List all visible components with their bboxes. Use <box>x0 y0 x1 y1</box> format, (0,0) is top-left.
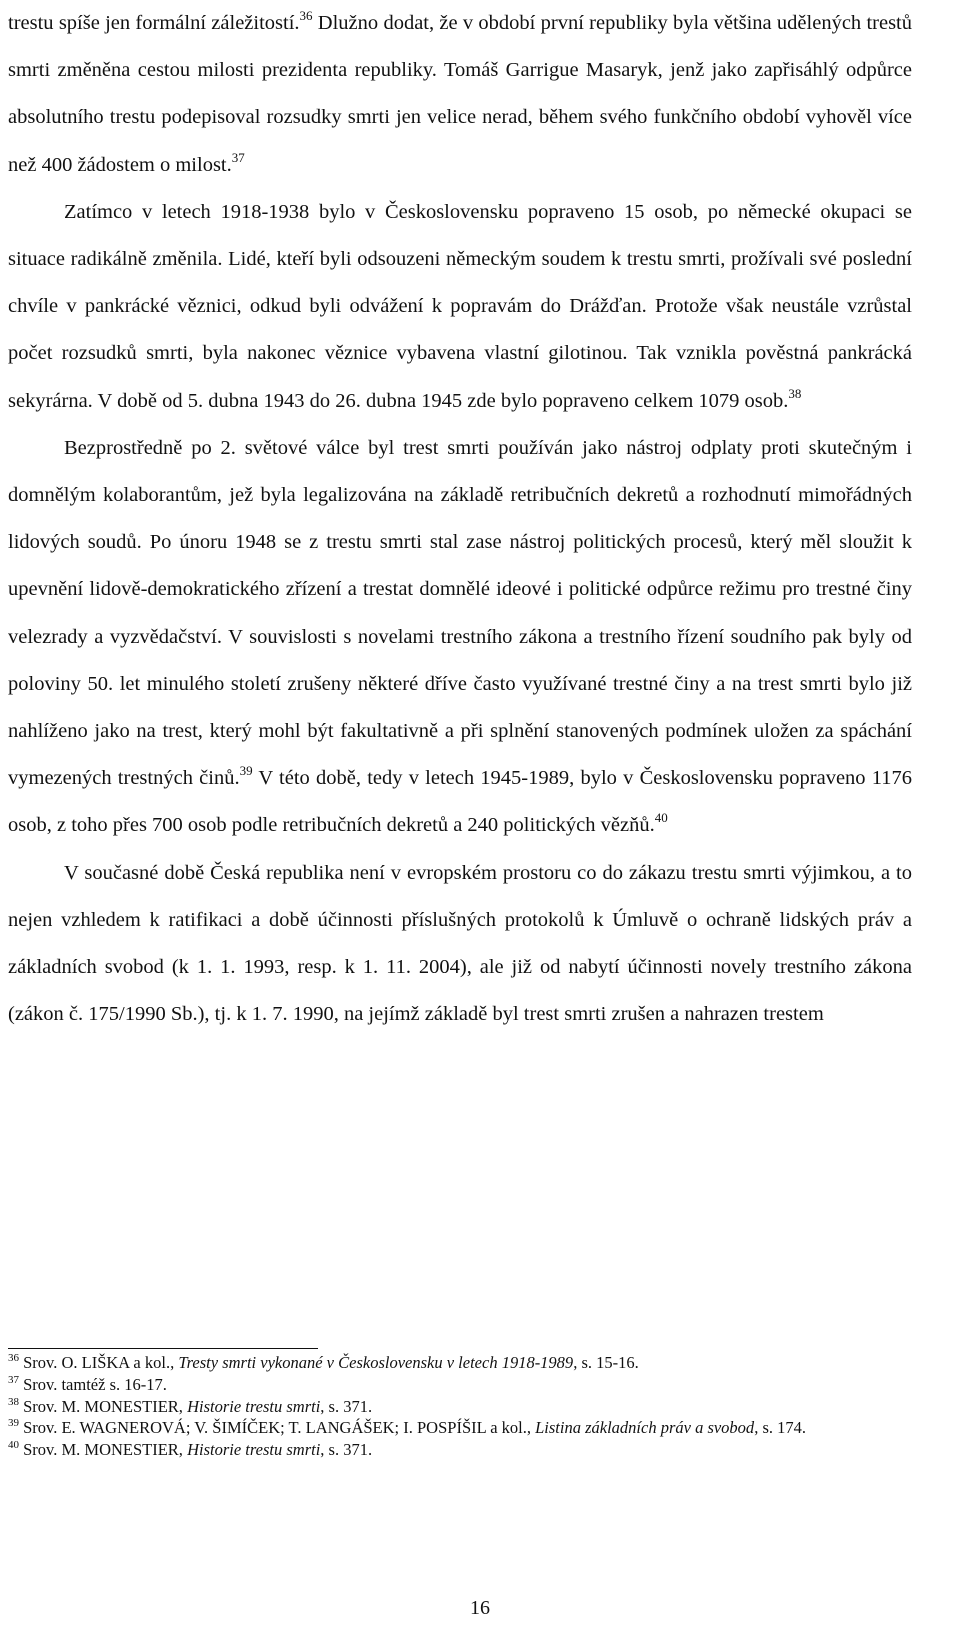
footnotes <box>8 1352 912 1461</box>
paragraph-4 <box>8 850 912 1039</box>
footnote-number: 40 <box>8 1439 19 1452</box>
footnote-title: Historie trestu smrti <box>187 1440 321 1460</box>
footnote-text: Srov. O. LIŠKA a kol., <box>19 1353 179 1372</box>
main-text <box>8 0 912 1038</box>
footnote-separator <box>8 1348 318 1349</box>
paragraph-3 <box>8 425 912 850</box>
footnote-text: Srov. E. WAGNEROVÁ; V. ŠIMÍČEK; T. LANGÁŠEK; I. POSPÍŠIL a kol., <box>19 1418 536 1438</box>
footnote-number: 39 <box>8 1417 19 1430</box>
paragraph-1 <box>8 0 912 189</box>
footnote-number: 38 <box>8 1395 19 1408</box>
text-run: Bezprostředně po 2. světové válce byl trest smrti používán jako nástroj odplaty proti skutečným i domnělým kolaborantům, jež byla legalizována na základě retribučních dekretů a rozhodnutí mimořádných lidových soudů. Po únoru 1948 se z trestu smrti stal zase nástroj politických procesů, který měl sloužit k upevnění lidově-demokratického zřízení a trestat domnělé ideové i politické odpůrce režimu pro trestné činy velezrady a vyzvědačství. V souvislosti s novelami trestního zákona a trestního řízení soudního pak byly od poloviny 50. let minulého století zrušeny některé dříve často využívané trestné činy a na trest smrti bylo již nahlíženo jako na trest, který mohl být fakultativně a při splnění stanovených podmínek uložen za spáchání vymezených trestných činů. <box>8 436 912 790</box>
footnote-ref-36[interactable]: 36 <box>299 8 313 23</box>
footnote-text: , s. 371. <box>320 1440 373 1460</box>
footnote-text: , s. 15-16. <box>573 1353 639 1372</box>
footnote-ref-37[interactable]: 37 <box>231 149 245 165</box>
text-run: Dlužno dodat, že v období první republiky byla většina udělených trestů smrti změněna cestou milosti prezidenta republiky. Tomáš Garrigue Masaryk, jenž jako zapřisáhlý odpůrce absolutního trestu podepisoval rozsudky smrti jen velice nerad, během svého funkčního období vyhověl více než 400 žádostem o milost. <box>8 12 913 176</box>
paragraph-2 <box>8 189 912 425</box>
footnote-number: 36 <box>8 1352 19 1364</box>
footnote-ref-40[interactable]: 40 <box>654 810 668 826</box>
footnote-37 <box>8 1374 912 1396</box>
text-run: trestu spíše jen formální záležitostí. <box>8 12 300 34</box>
text-run: Zatímco v letech 1918-1938 bylo v Československu popraveno 15 osob, po německé okupaci se situace radikálně změnila. Lidé, kteří byli odsouzeni německým soudem k trestu smrti, prožívali své poslední chvíle v pankrácké věznici, odkud byli odvážení k popravám do Drážďan. Protože však neustále vzrůstal počet rozsudků smrti, byla nakonec věznice vybavena vlastní gilotinou. Tak vznikla pověstná pankrácká sekyrárna. V době od 5. dubna 1943 do 26. dubna 1945 zde bylo popraveno celkem 1079 osob. <box>8 200 912 412</box>
footnote-ref-39[interactable]: 39 <box>239 763 253 779</box>
footnote-36 <box>8 1352 912 1374</box>
footnote-38 <box>8 1396 912 1418</box>
footnote-ref-38[interactable]: 38 <box>788 385 802 401</box>
footnote-number: 37 <box>8 1373 19 1386</box>
footnote-text: Srov. M. MONESTIER, <box>19 1396 188 1416</box>
footnote-title: Tresty smrti vykonané v Československu v letech 1918-1989 <box>178 1353 574 1372</box>
footnote-text: Srov. M. MONESTIER, <box>19 1440 188 1460</box>
footnote-title: Historie trestu smrti <box>187 1396 321 1416</box>
footnote-title: Listina základních práv a svobod <box>535 1418 755 1438</box>
text-run: V současné době Česká republika není v evropském prostoru co do zákazu trestu smrti výjimkou, a to nejen vzhledem k ratifikaci a době účinnosti příslušných protokolů k Úmluvě o ochraně lidských práv a základních svobod (k 1. 1. 1993, resp. k 1. 11. 2004), ale již od nabytí účinnosti novely trestního zákona (zákon č. 175/1990 Sb.), tj. k 1. 7. 1990, na jejímž základě byl trest smrti zrušen a nahrazen trestem <box>8 861 912 1026</box>
footnote-40 <box>8 1439 912 1461</box>
footnote-text: , s. 371. <box>320 1396 373 1416</box>
footnote-39 <box>8 1417 912 1439</box>
page-number: 16 <box>470 1597 490 1619</box>
text-run: V této době, tedy v letech 1945-1989, bylo v Československu popraveno 1176 osob, z toho přes 700 osob podle retribučních dekretů a 240 politických vězňů. <box>8 767 913 837</box>
footnote-text: Srov. tamtéž s. 16-17. <box>19 1374 167 1394</box>
footnote-text: , s. 174. <box>754 1418 806 1438</box>
